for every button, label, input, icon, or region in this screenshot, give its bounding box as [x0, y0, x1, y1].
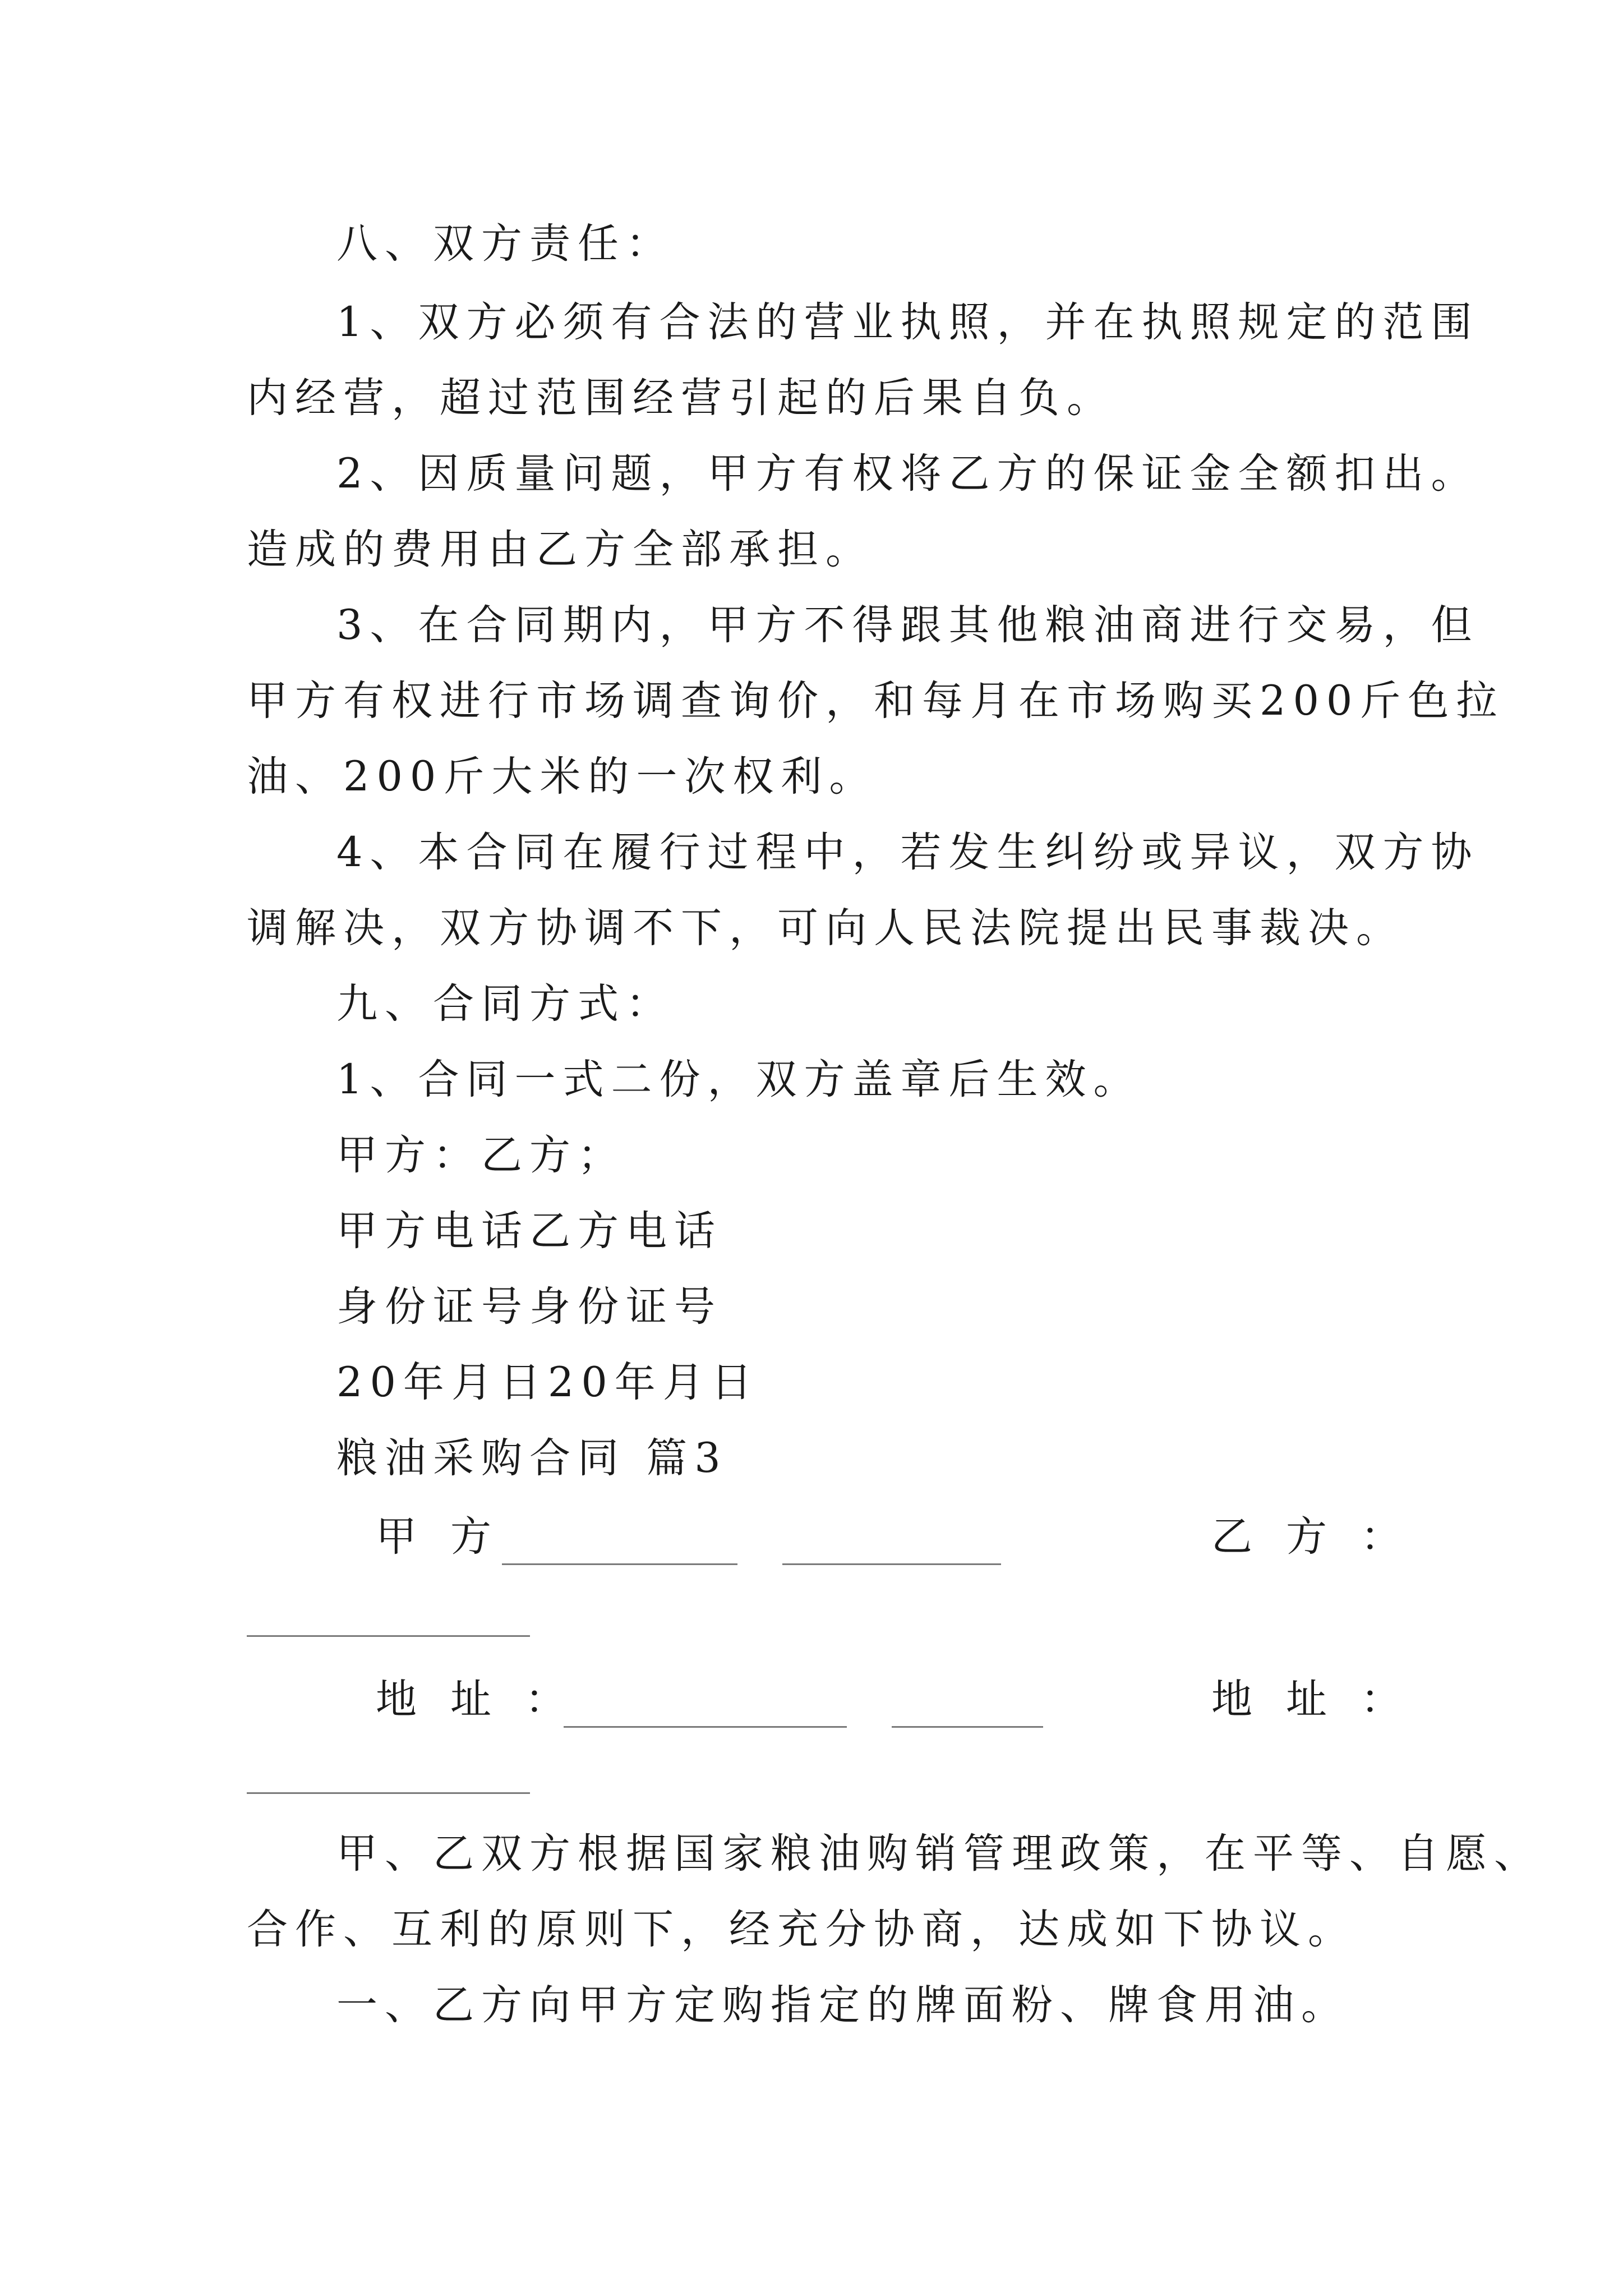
section-8-heading: 八、双方责任： — [336, 220, 674, 268]
preamble-line-1: 甲、乙双方根据国家粮油购销管理政策，在平等、自愿、 — [336, 1830, 1542, 1878]
address-b-label: 地址： — [1211, 1676, 1435, 1723]
clause-8-1-line-1: 1、双方必须有合法的营业执照，并在执照规定的范围 — [336, 298, 1479, 346]
contract-title-line: 粮油采购合同 篇3 — [336, 1434, 728, 1482]
party-a-underline-1 — [502, 1563, 737, 1565]
clause-8-4-line-1: 4、本合同在履行过程中，若发生纠纷或异议，双方协 — [336, 829, 1479, 876]
date-line: 20年月日20年月日 — [336, 1359, 759, 1406]
preamble-line-2: 合作、互利的原则下，经充分协商，达成如下协议。 — [247, 1906, 1356, 1953]
clause-8-1-line-2: 内经营，超过范围经营引起的后果自负。 — [247, 374, 1115, 422]
party-a-underline-2 — [782, 1563, 1001, 1565]
phone-line: 甲方电话乙方电话 — [336, 1207, 722, 1255]
party-a-label: 甲方 — [376, 1513, 525, 1561]
address-a-label: 地址： — [376, 1676, 600, 1723]
party-b-underline — [247, 1635, 530, 1637]
section-9-heading: 九、合同方式： — [336, 980, 674, 1028]
party-names-line: 甲方：乙方； — [336, 1131, 626, 1179]
clause-8-3-line-1: 3、在合同期内，甲方不得跟其他粮油商进行交易，但 — [336, 601, 1479, 649]
address-a-underline-1 — [564, 1726, 847, 1728]
clause-8-2-line-2: 造成的费用由乙方全部承担。 — [247, 526, 874, 573]
address-b-underline — [247, 1792, 530, 1794]
clause-8-3-line-2: 甲方有权进行市场调查询价，和每月在市场购买200斤色拉 — [247, 677, 1505, 725]
section-1-heading: 一、乙方向甲方定购指定的牌面粉、牌食用油。 — [336, 1981, 1349, 2029]
clause-8-3-line-3: 油、200斤大米的一次权利。 — [247, 753, 878, 800]
party-b-label: 乙方： — [1211, 1513, 1435, 1561]
clause-8-2-line-1: 2、因质量问题，甲方有权将乙方的保证金全额扣出。 — [336, 450, 1479, 498]
id-number-line: 身份证号身份证号 — [336, 1283, 722, 1331]
clause-9-1: 1、合同一式二份，双方盖章后生效。 — [336, 1056, 1142, 1103]
address-a-underline-2 — [892, 1726, 1043, 1728]
clause-8-4-line-2: 调解决，双方协调不下，可向人民法院提出民事裁决。 — [247, 904, 1404, 952]
